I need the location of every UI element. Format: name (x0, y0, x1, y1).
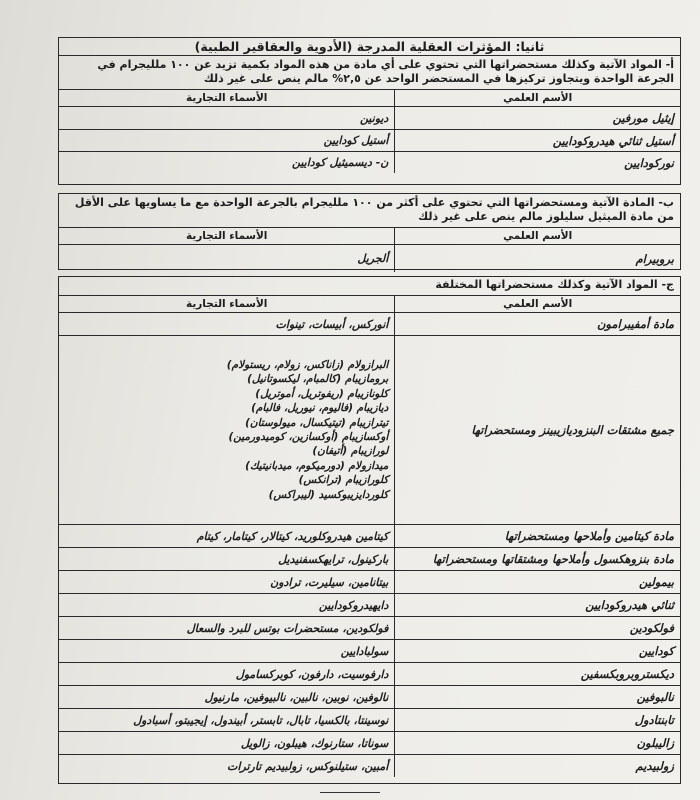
scientific-name: فولكودين (394, 617, 680, 639)
trade-names (59, 686, 394, 708)
trade-names (59, 152, 394, 173)
table-header (59, 296, 680, 313)
table-row (59, 708, 680, 731)
trade-names (59, 107, 394, 129)
scientific-name: بيمولين (394, 571, 680, 593)
trade-name: ألجريل (357, 252, 389, 265)
trade-name: سوناتا، ستارنوك، هيبلون، زالويل (240, 736, 389, 750)
table-row (59, 107, 680, 129)
scientific-name: بروبيرام (394, 245, 680, 272)
table-row (59, 524, 680, 547)
section-title: ثانيا: المؤثرات العقلية المدرجة (الأدوية والعقاقير الطبية) (59, 38, 680, 56)
scientific-name: مادة بنزوهكسول وأملاحها ومشتقاتها ومستحضراتها (394, 548, 680, 570)
header-trade: الأسماء التجارية (185, 298, 268, 310)
header-scientific: الأسم العلمي (394, 228, 680, 244)
trade-names (59, 130, 394, 151)
header-trade: الأسماء التجارية (185, 92, 268, 104)
trade-name: برومازيبام (كالمبام، ليكسوتانيل) (247, 373, 389, 386)
scientific-name: ديكستروبروبكسفين (394, 663, 680, 685)
trade-name: دارفوسيت، دارفون، كوبركسامول (235, 667, 389, 681)
table-row (59, 639, 680, 662)
trade-name: سولبادايين (340, 644, 389, 658)
table-row (59, 547, 680, 570)
trade-names (59, 640, 394, 662)
trade-name: كلوردايزيبوكسيد (ليبراكس) (268, 488, 389, 501)
page-footer-rule (320, 792, 380, 793)
trade-name: ن- ديسميثيل كودايين (291, 156, 389, 169)
trade-name: كلونازيبام (ريفوتريل، أموتريل) (255, 387, 389, 400)
table-header (59, 228, 680, 245)
header-scientific: الأسم العلمي (394, 90, 680, 106)
trade-name: ديونين (359, 111, 389, 125)
trade-name: ديازيبام (فاليوم، نيوريل، فالبام) (251, 402, 389, 415)
table-row (59, 151, 680, 173)
trade-name: أنوركس، أبيسات، تينوات (275, 317, 389, 331)
trade-name: فولكودين، مستحضرات بوتس للبرد والسعال (186, 621, 389, 635)
trade-name: أستيل كودايين (323, 134, 389, 147)
scientific-name: نالبوفين (394, 686, 680, 708)
trade-names (59, 732, 394, 754)
trade-name: نوسينتا، بالكسيا، تابال، تابستر، أبيندول، إيجيبتو، أسبادول (133, 713, 389, 727)
trade-name: أوكسازيبام (أوكسازين، كوميدورمين) (228, 431, 389, 443)
scientific-name: مادة كيتامين وأملاحها ومستحضراتها (394, 525, 680, 547)
scientific-name: جميع مشتقات البنزوديازيبينز ومستحضراتها (394, 336, 680, 524)
section-a-intro: أ- المواد الآتية وكذلك مستحضراتها التي تحتوي على أي مادة من هذه المواد بكمية تزيد عن ١٠٠ ملليجرام في الجرعة الواحدة ويتجاوز تركيزها في المستحضر الواحد عن ٢,٥% مالم ينص على غير ذلك (59, 56, 680, 90)
scientific-name: زاليبلون (394, 732, 680, 754)
table-row (59, 593, 680, 616)
trade-name: البرازولام (زاناكس، زولام، ريستولام) (226, 358, 389, 371)
trade-names (59, 594, 394, 616)
scientific-name: مادة أمفيبرامون (394, 313, 680, 335)
section-b-table (58, 193, 681, 270)
scientific-name: تابنتادول (394, 709, 680, 731)
scientific-name: كودايين (394, 640, 680, 662)
trade-names (59, 245, 394, 272)
scientific-name: أستيل ثنائي هيدروكودايين (394, 130, 680, 151)
trade-name: كلورازيبام (ترانكس) (298, 474, 389, 487)
trade-name: لورازيبام (أتيفان) (312, 445, 389, 458)
trade-name: كيتامين هيدروكلوريد، كيتالار، كيتامار، كيتام (196, 529, 389, 543)
header-trade: الأسماء التجارية (185, 230, 268, 242)
scientific-name: إيثيل مورفين (394, 107, 680, 129)
table-row (59, 245, 680, 272)
section-c-table (58, 276, 681, 784)
scientific-name: زولبيديم (394, 755, 680, 777)
section-c-intro: ج- المواد الآتية وكذلك مستحضراتها المختلفة (59, 277, 680, 296)
trade-name: بيتانامين، سيليرت، ترادون (270, 575, 389, 589)
trade-names (59, 336, 394, 524)
trade-name: تيترازيبام (تيتيكسال، ميولوستان) (245, 416, 389, 429)
trade-names (59, 548, 394, 570)
scientific-name: نوركودايين (394, 152, 680, 173)
trade-name: باركينول، ترايهكسفنيديل (278, 552, 389, 566)
trade-names (59, 663, 394, 685)
table-row (59, 335, 680, 524)
trade-names (59, 755, 394, 777)
trade-names (59, 313, 394, 335)
trade-name: أمبين، ستيلنوكس، زولبيديم تارترات (226, 759, 389, 773)
table-row (59, 313, 680, 335)
trade-name: نالوفين، نوبين، نالبين، نالبيوفين، مارنيول (204, 690, 389, 704)
table-row (59, 570, 680, 593)
table-row (59, 662, 680, 685)
trade-names (59, 525, 394, 547)
scientific-name: ثنائي هيدروكودايين (394, 594, 680, 616)
trade-name: دايهيدروكودايين (318, 598, 389, 612)
section-b-intro: ب- المادة الآتية ومستحضراتها التي تحتوي على أكثر من ١٠٠ ملليجرام بالجرعة الواحدة مع ما يساويها على الأقل من مادة الميثيل سليلوز مالم ينص على غير ذلك (59, 194, 680, 228)
table-row (59, 129, 680, 151)
header-scientific: الأسم العلمي (394, 296, 680, 312)
trade-names (59, 571, 394, 593)
table-row (59, 731, 680, 754)
table-header (59, 90, 680, 107)
trade-names (59, 709, 394, 731)
trade-name: ميدازولام (دورميكوم، ميدبانيتيك) (245, 459, 389, 472)
trade-names (59, 617, 394, 639)
table-row (59, 616, 680, 639)
table-row (59, 685, 680, 708)
section-a-table (58, 37, 681, 185)
table-row (59, 754, 680, 777)
